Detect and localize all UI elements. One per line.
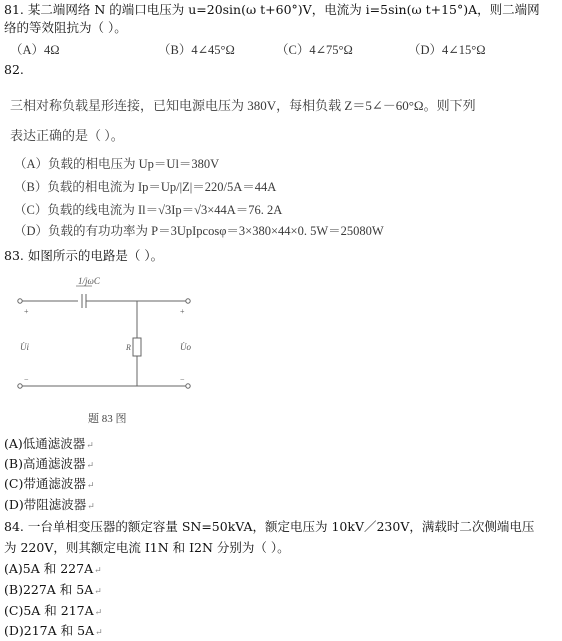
return-mark: ↵ <box>87 502 95 512</box>
q82-option-b: （B）负载的相电流为 Ip＝Up/|Z|＝220/5A＝44A <box>14 180 277 194</box>
q84-option-c <box>4 603 102 621</box>
q83-option-c <box>4 476 94 494</box>
q84-option-d <box>4 623 103 641</box>
terminal-out-top <box>186 299 190 303</box>
q83-option-c-text: (C)带通滤波器 <box>4 476 86 491</box>
q81-option-c: （C）4∠75°Ω <box>276 43 353 57</box>
q82-stem-line1: 三相对称负载星形连接，已知电源电压为 380V，每相负载 Z＝5∠－60°Ω。则下列 <box>10 98 476 113</box>
return-mark: ↵ <box>94 587 102 597</box>
q82-stem-line2: 表达正确的是（ ）。 <box>10 128 124 143</box>
q81-option-a: （A）4Ω <box>10 43 60 57</box>
q83-option-b-text: (B)高通滤波器 <box>4 456 86 471</box>
input-plus: + <box>24 307 29 316</box>
return-mark: ↵ <box>94 566 102 576</box>
return-mark: ↵ <box>86 461 94 471</box>
q81-line1: 81. 某二端网络 N 的端口电压为 u=20sin(ω t+60°)V，电流为 i=5sin(ω t+15°)A，则二端网 <box>4 2 540 17</box>
return-mark: ↵ <box>86 441 94 451</box>
q83-option-b <box>4 456 94 474</box>
q83-figure-caption: 题 83 图 <box>88 413 127 425</box>
resistor <box>133 338 141 356</box>
q81-option-d: （D）4∠15°Ω <box>408 43 486 57</box>
terminal-in-top <box>18 299 22 303</box>
q82-option-a: （A）负载的相电压为 Up＝Ul＝380V <box>14 157 220 171</box>
q83-option-d-text: (D)带阻滤波器 <box>4 497 87 512</box>
output-plus: + <box>180 307 185 316</box>
cap-label-numerator: 1/jωC <box>78 276 100 286</box>
q84-line1: 84. 一台单相变压器的额定容量 SN=50kVA，额定电压为 10kV／230V，满载时二次侧端电压 <box>4 519 535 534</box>
q83-option-a-text: (A)低通滤波器 <box>4 436 86 451</box>
return-mark: ↵ <box>95 628 103 638</box>
return-mark: ↵ <box>94 608 103 618</box>
q84-line2: 为 220V，则其额定电流 I1N 和 I2N 分别为（ ）。 <box>4 540 290 555</box>
q82-number: 82. <box>4 62 24 77</box>
q84-option-a-text: (A)5A 和 227A <box>4 561 94 576</box>
q84-option-b-text: (B)227A 和 5A <box>4 582 94 597</box>
terminal-in-bottom <box>18 384 22 388</box>
q83-option-a <box>4 436 94 454</box>
output-voltage-label: U̇o <box>180 342 191 352</box>
resistor-label: R <box>126 343 131 352</box>
q83-stem: 83. 如图所示的电路是（ ）。 <box>4 248 164 263</box>
q84-option-d-text: (D)217A 和 5A <box>4 623 95 638</box>
input-minus: − <box>24 375 29 384</box>
q81-option-b: （B）4∠45°Ω <box>158 43 235 57</box>
q82-option-c: （C）负载的线电流为 Il＝√3Ip＝√3×44A＝76. 2A <box>14 203 283 217</box>
q81-line2: 络的等效阻抗为（ ）。 <box>4 20 127 35</box>
output-minus: − <box>180 375 185 384</box>
q83-option-d <box>4 497 95 515</box>
return-mark: ↵ <box>86 481 95 491</box>
q84-option-a <box>4 561 102 579</box>
q84-option-c-text: (C)5A 和 217A <box>4 603 94 618</box>
q84-option-b <box>4 582 102 600</box>
input-voltage-label: U̇i <box>20 342 29 352</box>
q82-option-d: （D）负载的有功功率为 P＝3UpIpcosφ＝3×380×44×0. 5W＝25080W <box>14 224 384 238</box>
terminal-out-bottom <box>186 384 190 388</box>
